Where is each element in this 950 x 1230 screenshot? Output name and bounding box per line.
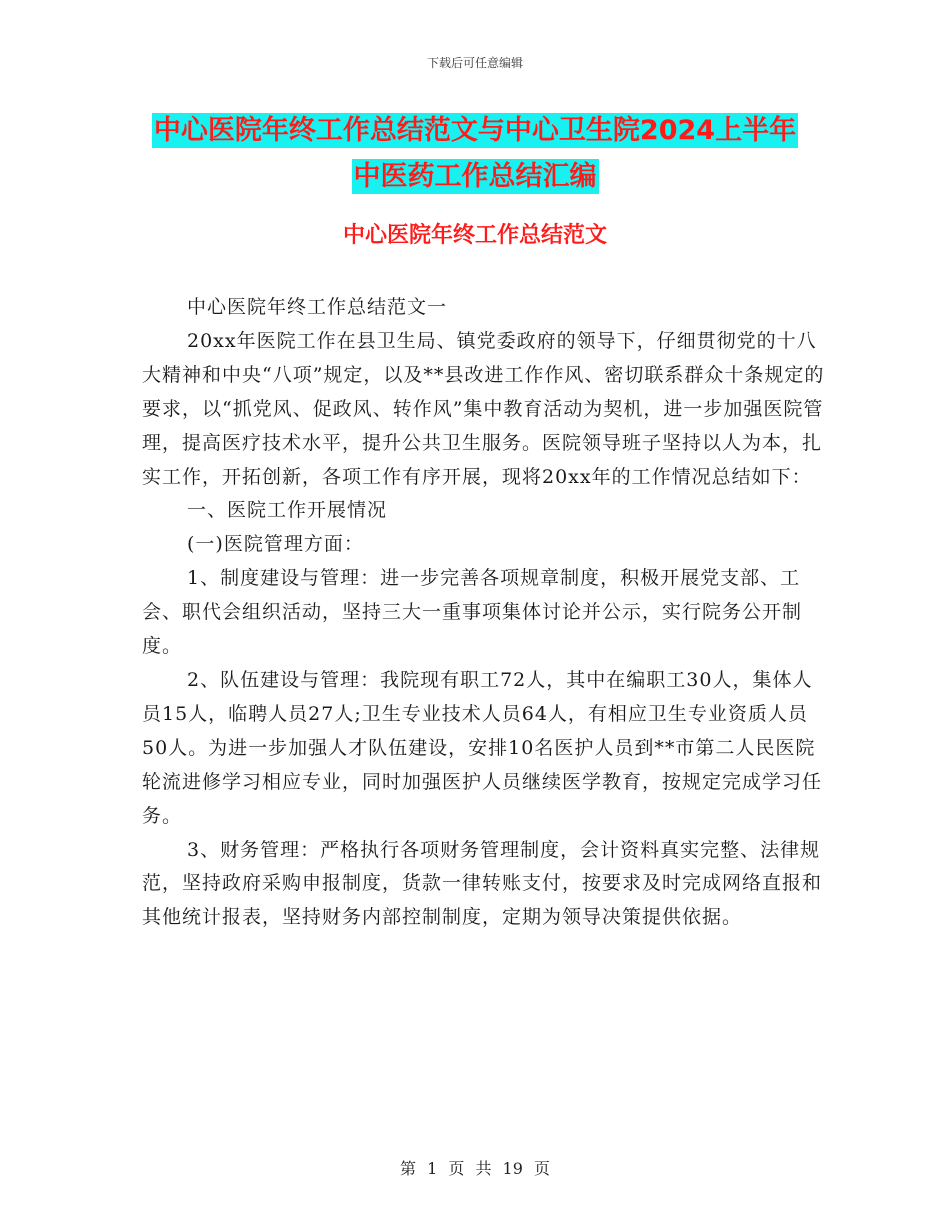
page-footer: 第 1 页 共 19 页	[400, 1159, 550, 1178]
paragraph-subheading-1: (一)医院管理方面：	[187, 533, 364, 556]
document-title-line-2: 中医药工作总结汇编	[353, 161, 597, 192]
document-title-line-1: 中心医院年终工作总结范文与中心卫生院2024上半年	[153, 115, 797, 146]
document-title	[0, 108, 950, 200]
paragraph-subtitle: 中心医院年终工作总结范文一	[187, 296, 448, 318]
paragraph-heading-1: 一、医院工作开展情况	[187, 499, 388, 522]
section-title: 中心医院年终工作总结范文	[342, 223, 607, 248]
paragraph-item-1: 1、制度建设与管理：进一步完善各项规章制度，积极开展党支部、工会、职代会组织活动，坚持三大一重事项集体讨论并公示，实行院务公开制度。	[142, 567, 803, 658]
header-note: 下载后可任意编辑	[426, 56, 523, 70]
paragraph-item-2: 2、队伍建设与管理：我院现有职工72人，其中在编职工30人，集体人员15人，临聘人员27人;卫生专业技术人员64人，有相应卫生专业资质人员50人。为进一步加强人才队伍建设，安排10名医护人员到**市第二人民医院轮流进修学习相应专业，同时加强医护人员继续医学教育，按规定完成学习任务。	[142, 668, 823, 827]
body-text	[142, 291, 832, 935]
paragraph-intro: 20xx年医院工作在县卫生局、镇党委政府的领导下，仔细贯彻党的十八大精神和中央“八项”规定，以及**县改进工作作风、密切联系群众十条规定的要求，以“抓党风、促政风、转作风”集中教育活动为契机，进一步加强医院管理，提高医疗技术水平，提升公共卫生服务。医院领导班子坚持以人为本，扎实工作，开拓创新，各项工作有序开展，现将20xx年的工作情况总结如下：	[142, 329, 825, 488]
paragraph-item-3: 3、财务管理：严格执行各项财务管理制度，会计资料真实完整、法律规范，坚持政府采购申报制度，货款一律转账支付，按要求及时完成网络直报和其他统计报表，坚持财务内部控制制度，定期为领导决策提供依据。	[142, 838, 823, 929]
